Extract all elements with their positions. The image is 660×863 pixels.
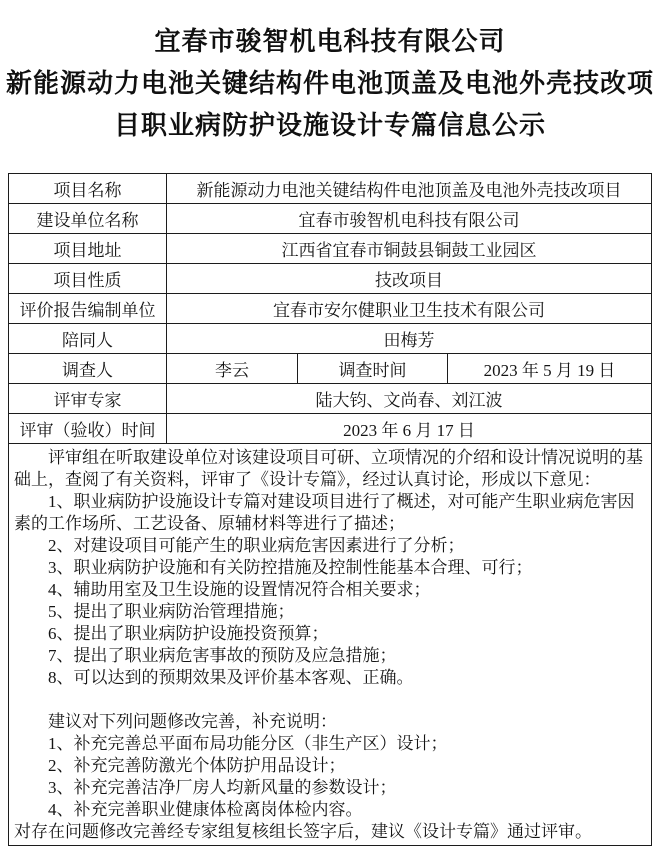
document-title (0, 0, 660, 147)
suggestion-intro: 建议对下列问题修改完善，补充说明： (48, 712, 337, 731)
opinion-finding: 1、职业病防护设施设计专篇对建设项目进行了概述，对可能产生职业病危害因素的工作场所、工艺设备、原辅材料等进行了描述； (14, 492, 635, 533)
field-label: 调查时间 (298, 354, 448, 384)
opinion-finding: 3、职业病防护设施和有关防控措施及控制性能基本合理、可行； (48, 558, 533, 577)
table-row-report-compiler (9, 294, 652, 324)
opinion-finding: 6、提出了职业病防护设施投资预算； (48, 624, 329, 643)
suggestion-item: 1、补充完善总平面布局功能分区（非生产区）设计； (48, 734, 448, 753)
table-row-project-address (9, 234, 652, 264)
field-label: 评审（验收）时间 (9, 414, 167, 444)
suggestion-item: 3、补充完善洁净厂房人均新风量的参数设计； (48, 778, 397, 797)
table-row-project-nature (9, 264, 652, 294)
opinion-finding: 7、提出了职业病危害事故的预防及应急措施； (48, 646, 397, 665)
table-row-review-experts (9, 384, 652, 414)
field-label: 评审专家 (9, 384, 167, 414)
field-label: 项目地址 (9, 234, 167, 264)
field-value: 李云 (167, 354, 298, 384)
blank-line (14, 689, 646, 711)
table-row-accompanying-person (9, 324, 652, 354)
opinion-finding: 8、可以达到的预期效果及评价基本客观、正确。 (48, 668, 414, 687)
title-line-company: 宜春市骏智机电科技有限公司 (154, 27, 506, 56)
title-line-project-2: 目职业病防护设施设计专篇信息公示 (113, 111, 546, 140)
table-row-project-name (9, 174, 652, 204)
field-value: 江西省宜春市铜鼓县铜鼓工业园区 (167, 234, 652, 264)
field-label: 建设单位名称 (9, 204, 167, 234)
field-value: 2023 年 6 月 17 日 (167, 414, 652, 444)
review-opinion-cell (9, 444, 652, 846)
field-value: 2023 年 5 月 19 日 (448, 354, 652, 384)
title-line-project-1: 新能源动力电池关键结构件电池顶盖及电池外壳技改项 (5, 69, 654, 98)
field-label: 陪同人 (9, 324, 167, 354)
field-value: 陆大钧、文尚春、刘江波 (167, 384, 652, 414)
suggestion-item: 4、补充完善职业健康体检离岗体检内容。 (48, 800, 363, 819)
field-value: 田梅芳 (167, 324, 652, 354)
field-label: 调查人 (9, 354, 167, 384)
opinion-finding: 5、提出了职业病防治管理措施； (48, 602, 295, 621)
project-info-table (8, 173, 652, 846)
field-label: 评价报告编制单位 (9, 294, 167, 324)
opinion-finding: 2、对建设项目可能产生的职业病危害因素进行了分析； (48, 536, 465, 555)
opinion-intro: 评审组在听取建设单位对该建设项目可研、立项情况的介绍和设计情况说明的基础上，查阅了有关资料，评审了《设计专篇》，经过认真讨论，形成以下意见： (14, 448, 643, 489)
field-value: 宜春市骏智机电科技有限公司 (167, 204, 652, 234)
table-row-investigator (9, 354, 652, 384)
table-row-review-opinion (9, 444, 652, 846)
table-row-construction-unit (9, 204, 652, 234)
suggestion-item: 2、补充完善防激光个体防护用品设计； (48, 756, 346, 775)
field-label: 项目名称 (9, 174, 167, 204)
opinion-finding: 4、辅助用室及卫生设施的设置情况符合相关要求； (48, 580, 431, 599)
field-value: 技改项目 (167, 264, 652, 294)
table-row-review-time (9, 414, 652, 444)
field-value: 新能源动力电池关键结构件电池顶盖及电池外壳技改项目 (167, 174, 652, 204)
field-value: 宜春市安尔健职业卫生技术有限公司 (167, 294, 652, 324)
field-label: 项目性质 (9, 264, 167, 294)
opinion-conclusion: 对存在问题修改完善经专家组复核组长签字后，建议《设计专篇》通过评审。 (14, 822, 592, 841)
